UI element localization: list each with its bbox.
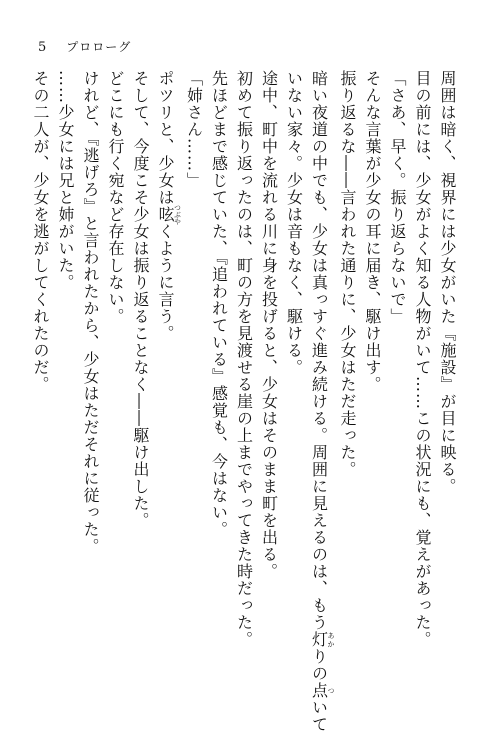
text-line-10: 先ほどまで感じていた、『追われている』感覚も、今はない。 <box>209 70 229 538</box>
text-line-1: 周囲は暗く、視界には少女がいた『施設』が目に映る。 <box>438 70 457 495</box>
text-line-5: 振り返るな――言われた通りに、少女はただ走った。 <box>338 70 357 478</box>
ruby-tomori <box>309 631 335 648</box>
ruby-tsubuyaku-base: 呟 <box>156 204 175 225</box>
text-line-12-main: ポツリと、少女は <box>156 70 175 206</box>
text-line-15: けれど、『逃げろ』と言われたから、少女はただそれに従った。 <box>81 70 100 555</box>
ruby-tsuite-reading: つ <box>327 682 335 699</box>
text-line-11: 「姉さん……」 <box>184 70 204 189</box>
ruby-tomori-reading: あか <box>327 631 335 648</box>
text-line-3: 「さあ、早く。振り返らないで」 <box>388 70 407 325</box>
text-line-14: どこにも行く宛など存在しない。 <box>106 70 125 325</box>
text-line-2: 目の前には、少女がよく知る人物がいて……この状況にも、覚えがあった。 <box>413 70 432 648</box>
text-line-13: そして、今度こそ少女は振り返ることなく――駆け出した。 <box>131 70 150 529</box>
ruby-tsuite <box>309 682 335 699</box>
ruby-tsuite-tail: いて <box>309 699 329 733</box>
running-title: プロローグ <box>66 40 132 54</box>
text-line-16: ……少女には兄と姉がいた。 <box>56 70 75 291</box>
text-line-12 <box>153 70 182 670</box>
text-line-7: いない家々。少女は音もなく、駆ける。 <box>284 70 304 376</box>
text-line-6-main: 暗い夜道の中でも、少女は真っすぐ進み続ける。周囲に見えるのは、もう <box>309 70 329 631</box>
text-line-8: 途中、町中を流れる川に身を投げると、少女はそのまま町を出る。 <box>259 70 279 580</box>
text-line-17: その二人が、少女を逃がしてくれたのだ。 <box>31 70 50 393</box>
text-line-4: そんな言葉が少女の耳に届き、駆け出す。 <box>363 70 382 393</box>
text-line-6 <box>307 70 336 733</box>
ruby-tsuite-base: 点 <box>309 682 329 699</box>
ruby-tomori-tail: りの <box>309 648 329 682</box>
ruby-tsubuyaku <box>156 204 182 225</box>
text-line-9: 初めて振り返ったのは、町の方を見渡せる崖の上までやってきた時だった。 <box>234 70 254 648</box>
ruby-tsubuyaku-tail: くように言う。 <box>156 223 175 342</box>
ruby-tsubuyaku-reading: つぶや <box>173 204 182 225</box>
body-text <box>31 70 460 733</box>
ruby-tomori-base: 灯 <box>309 631 329 648</box>
page-header <box>38 38 131 55</box>
page-number: 5 <box>38 40 47 55</box>
